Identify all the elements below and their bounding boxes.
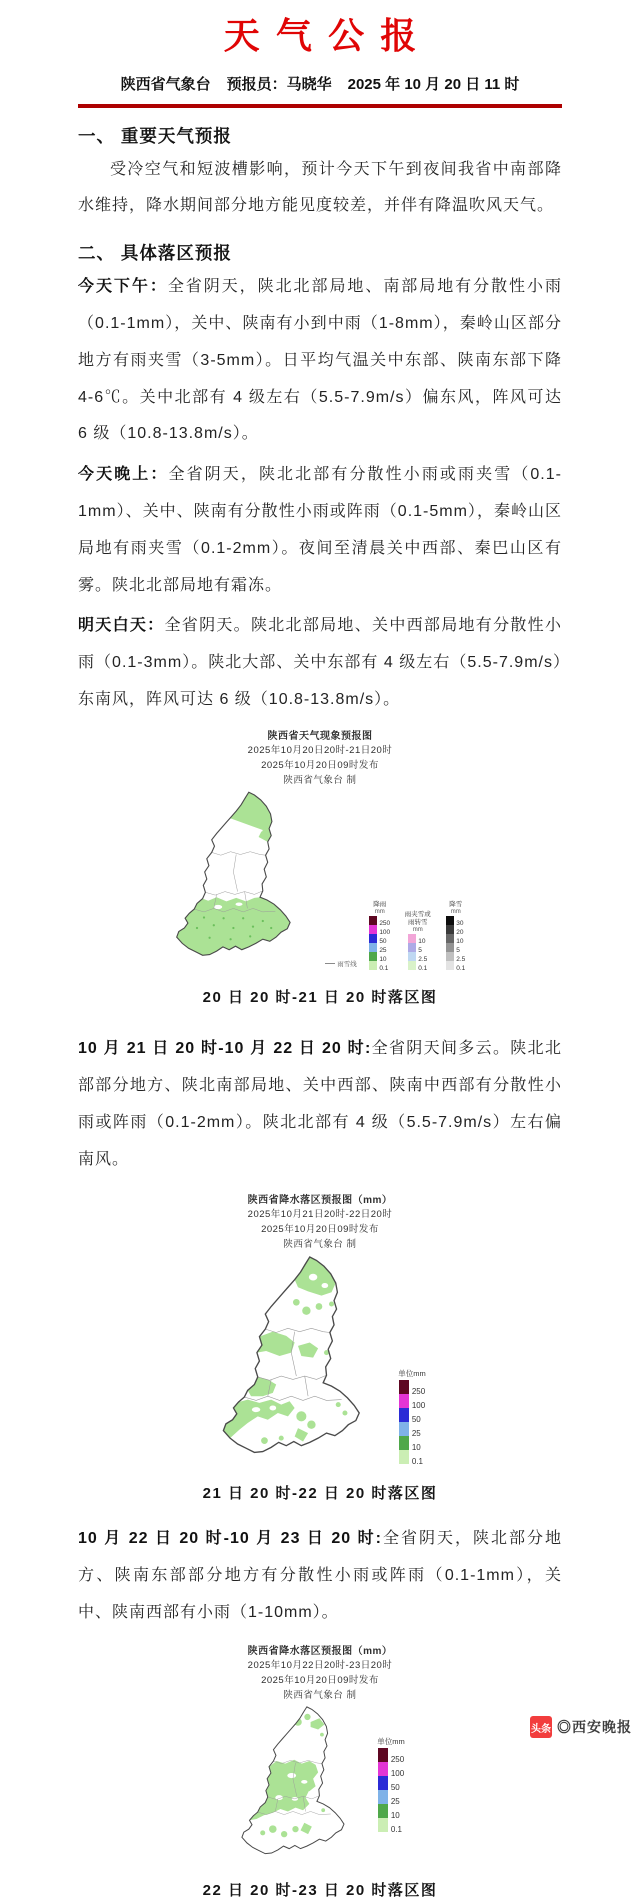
section-1-heading: 一、 重要天气预报: [78, 125, 232, 146]
rain-snow-line-legend: [325, 959, 357, 968]
map-producer: 陕西省气象台 制: [283, 774, 357, 786]
section-2-heading: 二、 具体落区预报: [78, 243, 232, 264]
map-producer: 陕西省气象台 制: [283, 1689, 357, 1701]
map-title: 陕西省降水落区预报图（mm）: [247, 1645, 393, 1657]
section-1-paragraph: 受冷空气和短波槽影响，预计今天下午到夜间我省中南部降水维持，降水期间部分地方能见度较差，并伴有降温吹风天气。: [78, 160, 562, 215]
rain-area-fills: [177, 793, 290, 956]
map-block-1: [78, 729, 562, 1008]
map-valid-time: 2025年10月21日20时-22日20时: [247, 1209, 393, 1221]
legend-bar-rain: 降雨 mm 250 100 50 25 10 0.1: [365, 901, 395, 970]
page-title: 天气公报: [223, 15, 433, 56]
map-issue-time: 2025年10月20日09时发布: [261, 1223, 379, 1235]
shaanxi-map-phenomena: [169, 788, 309, 970]
paragraph-today-afternoon: [78, 269, 562, 453]
paragraph-day2: [78, 1031, 562, 1178]
paragraph-text: 全省阴天。陕北北部局地、关中西部局地有分散性小雨（0.1-3mm）。陕北大部、关中东部有 4 级左右（5.5-7.9m/s）东南风，阵风可达 6 级（10.8-13.8m/s）。: [78, 617, 562, 708]
map-3-caption: 22 日 20 时-23 日 20 时落区图: [202, 1882, 438, 1900]
map-block-2: [78, 1193, 562, 1504]
paragraph-text: 全省阴天，陕北部分地方、陕南东部部分地方有分散性小雨或阵雨（0.1-1mm），关中、陕南西部有小雨（1-10mm）。: [78, 1530, 562, 1621]
map-valid-time: 2025年10月20日20时-21日20时: [247, 745, 393, 757]
meta-line: [78, 73, 562, 108]
map-2-header: [248, 1193, 393, 1253]
map-producer: 陕西省气象台 制: [283, 1238, 357, 1250]
paragraph-text: 全省阴天间多云。陕北北部部分地方、陕北南部局地、关中西部、陕南中西部有分散性小雨或阵雨（0.1-2mm）。陕北北部有 4 级（5.5-7.9m/s）左右偏南风。: [78, 1040, 562, 1168]
map-2-legend: 单位mm 250 100 50 25 10 0.1: [398, 1369, 426, 1467]
map-block-3: [78, 1644, 562, 1900]
line-swatch: [325, 963, 335, 964]
legend-bar-snow: 降雪 mm 30 20 10 5 2.5 0.1: [441, 901, 471, 970]
paragraph-lead: 今天下午：: [78, 278, 168, 296]
map-issue-time: 2025年10月20日09时发布: [261, 1674, 379, 1686]
map-1-legend: [325, 901, 471, 970]
watermark: [530, 1716, 632, 1738]
map-title: 陕西省天气现象预报图: [267, 730, 373, 742]
paragraph-lead: 10 月 22 日 20 时-10 月 23 日 20 时:: [78, 1530, 382, 1548]
legend-bar-sleet: 雨夹雪或雨转雪 mm 10 5 2.5 0.1: [404, 911, 431, 972]
toutiao-badge: 头条: [530, 1716, 552, 1738]
forecaster: 预报员：马晓华: [226, 75, 332, 93]
issuer: 陕西省气象台: [120, 75, 211, 93]
map-valid-time: 2025年10月22日20时-23日20时: [247, 1660, 393, 1672]
map-3-legend: 单位mm 250 100 50 25 10 0.1: [377, 1737, 405, 1835]
paragraph-tonight: [78, 457, 562, 604]
paragraph-lead: 明天白天：: [78, 617, 165, 635]
map-1-caption: 20 日 20 时-21 日 20 时落区图: [202, 989, 438, 1007]
line-label: 雨雪线: [337, 961, 357, 969]
paragraph-day3: [78, 1521, 562, 1631]
map-title: 陕西省降水落区预报图（mm）: [247, 1194, 393, 1206]
map-2-caption: 21 日 20 时-22 日 20 时落区图: [202, 1485, 438, 1503]
map-3-header: [248, 1644, 393, 1704]
shaanxi-map-precip-21-22: [214, 1252, 382, 1470]
paragraph-lead: 今天晚上：: [78, 466, 169, 484]
paragraph-tomorrow: [78, 608, 562, 718]
issue-datetime: 2025 年 10 月 20 日 11 时: [347, 75, 520, 93]
watermark-source: ◎西安晚报: [557, 1719, 632, 1735]
paragraph-lead: 10 月 21 日 20 时-10 月 22 日 20 时:: [78, 1040, 372, 1058]
paragraph-text: 全省阴天，陕北北部局地、南部局地有分散性小雨（0.1-1mm），关中、陕南有小到中雨（1-8mm），秦岭山区部分地方有雨夹雪（3-5mm）。日平均气温关中东部、陕南东部下降4-6℃。关中北部有 4 级左右（5.5-7.9m/s）偏东风，阵风可达 6 级（10.8-13.8m/s）。: [78, 278, 562, 443]
map-issue-time: 2025年10月20日09时发布: [261, 759, 379, 771]
shaanxi-map-precip-22-23: [235, 1703, 361, 1867]
map-1-header: [248, 729, 393, 789]
paragraph-text: 全省阴天，陕北北部有分散性小雨或雨夹雪（0.1-1mm）、关中、陕南有分散性小雨或阵雨（0.1-5mm），秦岭山区局地有雨夹雪（0.1-2mm）。夜间至清晨关中西部、秦巴山区有雾。陕北北部局地有霜冻。: [78, 466, 562, 594]
